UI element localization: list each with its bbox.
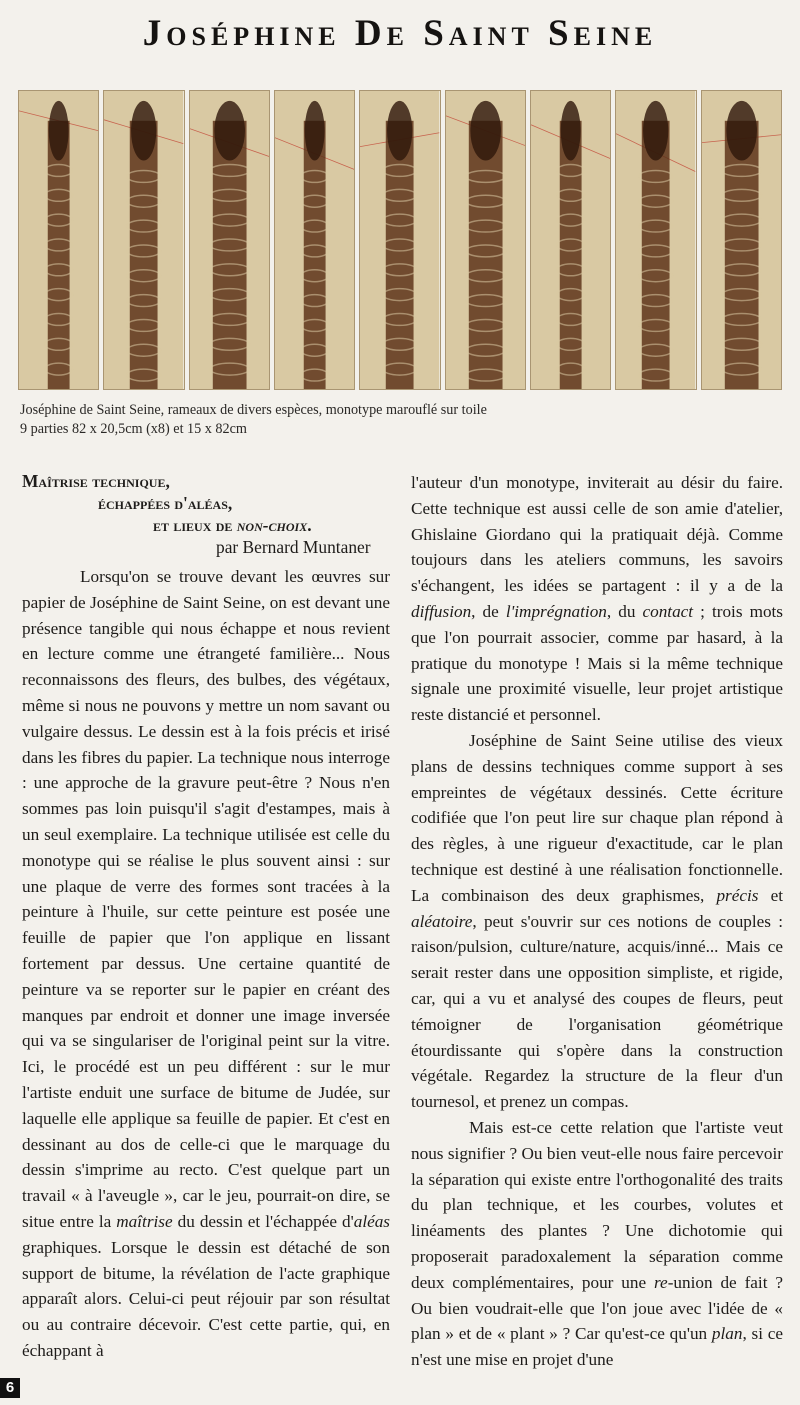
page-number: 6: [0, 1378, 20, 1398]
artwork-panel: [701, 90, 782, 390]
author-byline: par Bernard Muntaner: [216, 537, 371, 557]
article-column-right: [411, 470, 783, 1373]
heading-line: et lieux de non-choix.: [153, 515, 312, 535]
artwork-panel: [274, 90, 355, 390]
artwork-panel: [103, 90, 184, 390]
paragraph: Mais est-ce cette relation que l'artiste veut nous signifier ? Ou bien veut-elle nous faire percevoir la séparation qui existe entre l'orthogonalité des traits du plan technique, et les courbes, volutes et linéaments des plantes ? Une dichotomie qui proposerait paradoxalement la séparation comme deux complémentaires, pour une re-union de fait ? Ou bien voudrait-elle que l'on joue avec l'idée de « plan » et de « plant » ? Car qu'est-ce qu'un plan, si ce n'est une mise en projet d'une: [411, 1117, 783, 1370]
paragraph: l'auteur d'un monotype, inviterait au désir du faire. Cette technique est aussi celle de son amie d'atelier, Ghislaine Giordano qui la pratiquait déjà. Comme toujours dans les ateliers communs, les savoirs s'échangent, les idées se partagent : il y a de la diffusion, de l'imprégnation, du contact ; trois mots que l'on pourrait associer, comme par hasard, à la pratique du monotype ! Mais si la même technique signale une proximité visuelle, leur projet artistique reste distancié et personnel.: [411, 473, 783, 725]
artwork-panel: [615, 90, 696, 390]
artwork-panel: [18, 90, 99, 390]
artwork-panel: [530, 90, 611, 390]
artwork-panels: [18, 90, 782, 390]
caption-line: Joséphine de Saint Seine, rameaux de divers espèces, monotype marouflé sur toile: [20, 402, 487, 418]
artwork-panel: [445, 90, 526, 390]
paragraph: Lorsqu'on se trouve devant les œuvres sur papier de Joséphine de Saint Seine, on est devant une présence tangible qui nous échappe et nous revient en lecture comme une étrangeté familière... Nous reconnaissons des fleurs, des bulbes, des végétaux, même si nous ne pouvons y mettre un nom savant ou vulgaire dessus. Le dessin est à la fois précis et irisé dans les fibres du papier. La technique nous interroge : une approche de la gravure peut-être ? Nous n'en sommes pas loin puisqu'il s'agit d'estampes, mais à un seul exemplaire. La technique utilisée est celle du monotype qui se réalise le plus souvent ainsi : sur une plaque de verre des formes sont tracées à la peinture à l'huile, sur cette peinture est posée une feuille de papier que l'on applique en lissant fortement par dessus. Une certaine quantité de peinture va se reporter sur le papier en créant des manques par endroit et donner une image inversée qui va se singulariser de l'original peint sur la vitre. Ici, le procédé est un peu différent : sur le mur l'artiste enduit une surface de bitume de Judée, sur laquelle elle applique sa feuille de papier. Et c'est en dessinant au dos de celle-ci que le marquage du dessin s'imprime au recto. C'est quelque part un travail « à l'aveugle », car le jeu, pourrait-on dire, se situe entre la maîtrise du dessin et l'échappée d'aléas graphiques. Lorsque le dessin est détaché de son support de bitume, la révélation de l'acte graphique apparaît alors. Celui-ci peut réjouir par son résultat ou au contraire décevoir. C'est cette partie, qui, en échappant à: [22, 567, 390, 1360]
image-caption: [20, 401, 620, 439]
article-heading: [22, 470, 390, 558]
caption-line: 9 parties 82 x 20,5cm (x8) et 15 x 82cm: [20, 421, 247, 437]
page-title: Joséphine De Saint Seine: [142, 13, 658, 54]
heading-line: Maîtrise technique,: [22, 471, 170, 491]
artwork-panel: [189, 90, 270, 390]
article-column-left: [22, 470, 390, 1364]
artwork-panel: [359, 90, 440, 390]
paragraph: Joséphine de Saint Seine utilise des vieux plans de dessins techniques comme support à ses empreintes de végétaux dessinés. Cette écriture codifiée que l'on peut lire sur chaque plan répond à des règles, à une rigueur d'exactitude, car le plan technique est destiné à une réalisation fonctionnelle. La combinaison des deux graphismes, précis et aléatoire, peut s'ouvrir sur ces notions de couples : raison/pulsion, culture/nature, acquis/inné... Mais ce serait rester dans une opposition simpliste, et rigide, car, qui a vu et analysé des coupes de fleurs, peut témoigner de l'organisation géométrique étourdissante qui s'opère dans la construction végétale. Regardez la structure de la fleur d'un tournesol, et prenez un compas.: [411, 730, 783, 1112]
heading-line: échappées d'aléas,: [98, 493, 233, 513]
